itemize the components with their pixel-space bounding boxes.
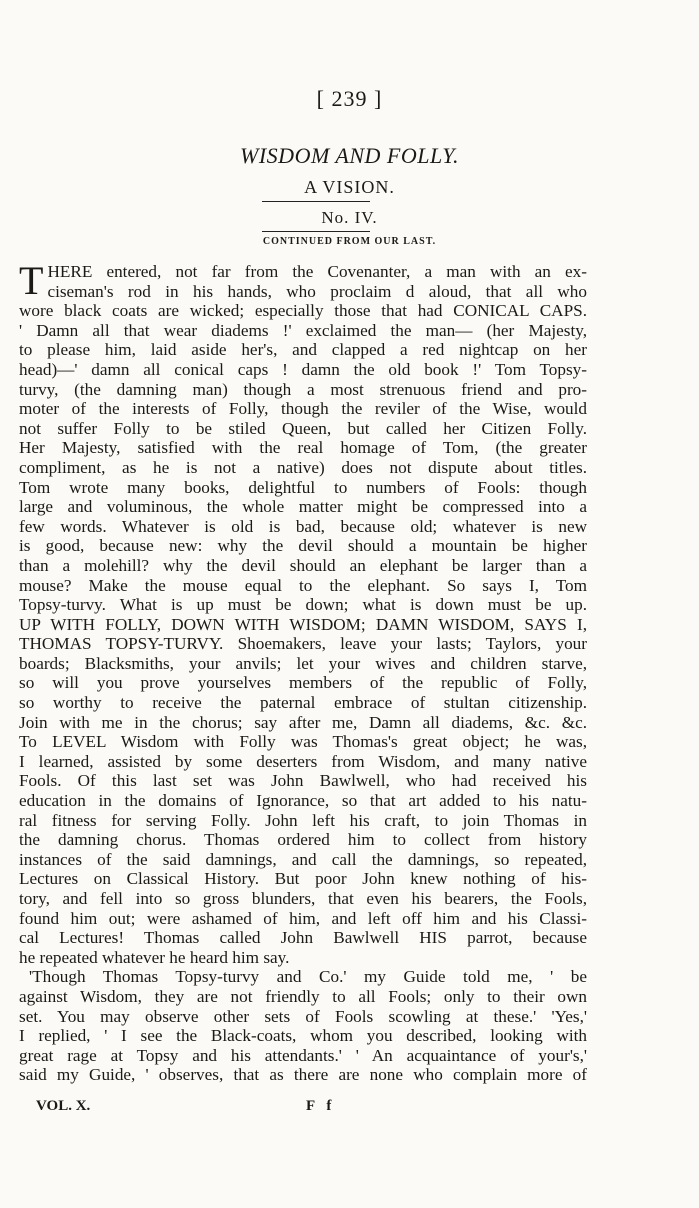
body-line: found him out; were ashamed of him, and left off him and his Classi- [19,908,587,928]
body-line: To LEVEL Wisdom with Folly was Thomas's great object; he was, [19,732,587,752]
volume-label: VOL. X. [36,1098,91,1114]
body-line: Lectures on Classical History. But poor John knew nothing of his- [19,869,587,889]
body-line: so will you prove yourselves members of the republic of Folly, [19,673,587,693]
article-title: WISDOM AND FOLLY. [240,143,459,168]
body-line: said my Guide, ' observes, that as there are none who complain more of [19,1065,587,1085]
body-line: Tom wrote many books, delightful to numbers of Fools: though [19,477,587,497]
body-line: ral fitness for serving Folly. John left his craft, to join Thomas in [19,810,587,830]
signature-mark: F f [306,1098,336,1114]
drop-cap: T [19,258,44,303]
body-line: THOMAS TOPSY-TURVY. Shoemakers, leave your lasts; Taylors, your [19,634,587,654]
body-line: Topsy-turvy. What is up must be down; what is down must be up. [19,595,587,615]
issue-number: No. IV. [321,208,378,227]
body-line: tory, and fell into so gross blunders, that even his bearers, the Fools, [19,889,587,908]
body-line: I learned, assisted by some deserters from Wisdom, and many native [19,751,587,771]
body-line: cal Lectures! Thomas called John Bawlwell HIS parrot, because [19,928,587,948]
body-line: great rage at Topsy and his attendants.' ' An acquaintance of your's,' [19,1045,587,1065]
article-subtitle: A VISION. [304,177,395,197]
body-line: against Wisdom, they are not friendly to all Fools; only to their own [19,986,587,1006]
body-line: to please him, laid aside her's, and clapped a red nightcap on her [19,340,587,360]
body-line: so worthy to receive the paternal embrace of stultan citizenship. [19,693,587,713]
body-line: moter of the interests of Folly, though the reviler of the Wise, would [19,399,587,419]
page-footer [36,1098,556,1115]
body-line: Her Majesty, satisfied with the real homage of Tom, (the greater [19,438,587,458]
body-line: mouse? Make the mouse equal to the elephant. So says I, Tom [19,575,587,595]
body-line: ciseman's rod in his hands, who proclaim d aloud, that all who [47,281,587,301]
body-line: large and voluminous, the whole matter might be compressed into a [19,497,587,517]
body-text [19,258,587,1085]
body-line: head)—' damn all conical caps ! damn the old book !' Tom Topsy- [19,359,587,379]
body-line: Fools. Of this last set was John Bawlwell, who had received his [19,771,587,791]
body-line: Join with me in the chorus; say after me, Damn all diadems, &c. &c. [19,712,587,732]
body-line: education in the domains of Ignorance, so that art added to his natu- [19,791,587,811]
body-line: turvy, (the damning man) though a most strenuous friend and pro- [19,379,587,399]
body-line: UP WITH FOLLY, DOWN WITH WISDOM; DAMN WISDOM, SAYS I, [19,614,587,634]
body-line: than a molehill? why the devil should an elephant be larger than a [19,555,587,575]
body-line: 'Though Thomas Topsy-turvy and Co.' my Guide told me, ' be [29,967,587,987]
body-line: the damning chorus. Thomas ordered him to collect from history [19,830,587,850]
body-line: instances of the said damnings, and call the damnings, so repeated, [19,849,587,869]
body-line: not suffer Folly to be stiled Queen, but called her Citizen Folly. [19,418,587,438]
body-line: wore black coats are wicked; especially those that had CONICAL CAPS. [19,301,587,321]
body-line: compliment, as he is not a native) does not dispute about titles. [19,457,587,477]
continued-note: CONTINUED FROM OUR LAST. [262,236,437,247]
body-line: set. You may observe other sets of Fools scowling at these.' 'Yes,' [19,1006,587,1026]
body-line: I replied, ' I see the Black-coats, whom you described, looking with [19,1026,587,1046]
body-line: few words. Whatever is old is bad, because old; whatever is new [19,516,587,536]
page-number: [ 239 ] [316,86,383,111]
body-line: boards; Blacksmiths, your anvils; let your wives and children starve, [19,653,587,673]
body-line: HERE entered, not far from the Covenanter, a man with an ex- [47,262,587,281]
divider-rule [262,201,370,202]
body-line: is good, because new: why the devil should a mountain be higher [19,536,587,556]
divider-rule [262,231,370,232]
body-line: ' Damn all that wear diadems !' exclaimed the man— (her Majesty, [19,320,587,340]
body-line: he repeated whatever he heard him say. [19,947,290,967]
